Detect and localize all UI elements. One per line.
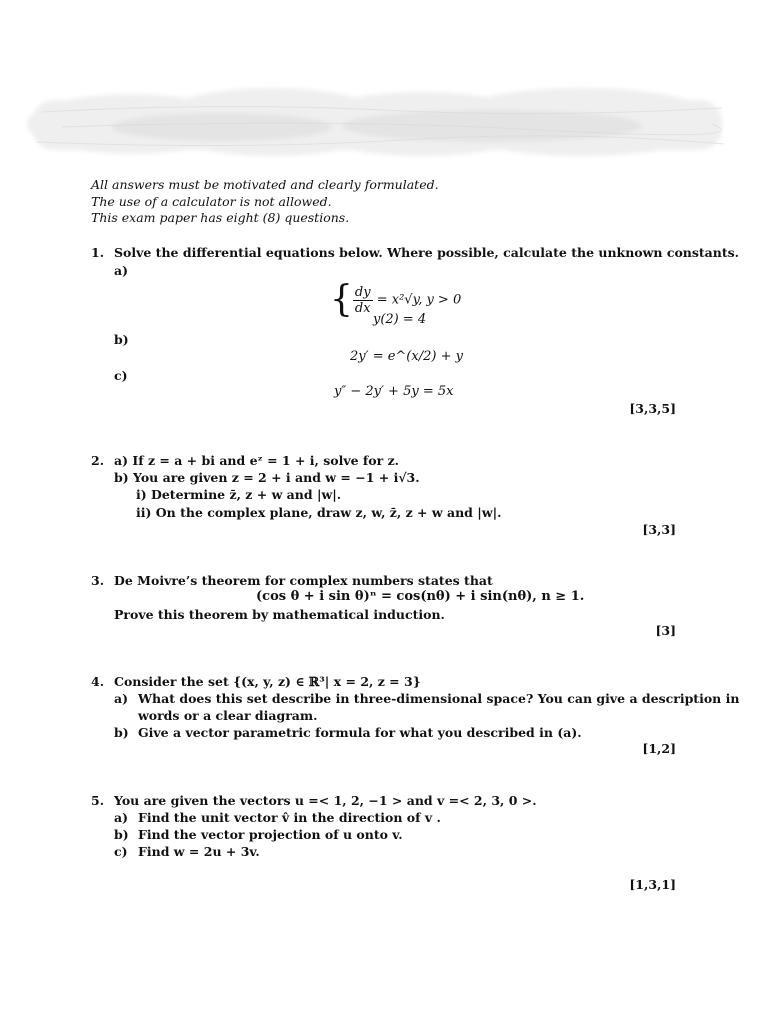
part-label: b) [114,827,129,842]
equation-rhs: = x²√y, y > 0 [376,292,462,308]
question-number: 4. [91,674,105,689]
fraction-denominator: dx [354,300,371,316]
question-number: 2. [91,453,105,468]
q5-part-c [114,843,260,860]
instruction-line: This exam paper has eight (8) questions. [91,210,350,225]
q4-part-b [114,724,582,741]
question-text: De Moivre’s theorem for complex numbers states that [114,573,493,588]
q3-marks: [3] [655,623,676,638]
question-5 [91,792,537,809]
question-number: 1. [91,245,105,260]
question-1 [91,244,739,261]
q2-marks: [3,3] [642,522,676,537]
question-number: 3. [91,573,105,588]
q2-part-b: b) You are given z = 2 + i and w = −1 + i√3. [114,470,420,485]
question-2 [91,452,399,469]
question-text: Solve the differential equations below. Where possible, calculate the unknown constants. [114,245,740,260]
question-text: You are given the vectors u =< 1, 2, −1 > and v =< 2, 3, 0 >. [114,793,537,808]
brace: { [330,279,353,320]
part-label: a) [114,810,129,825]
part-text: What does this set describe in three-dimensional space? You can give a description in [138,691,740,706]
instruction-line: All answers must be motivated and clearly formulated. [91,177,439,192]
part-text: Find the vector projection of u onto v. [138,827,403,842]
redacted-header [22,82,732,164]
question-number: 5. [91,793,105,808]
q2-part-b-ii: ii) On the complex plane, draw z, w, z̄, z + w and |w|. [136,505,502,520]
q5-part-b [114,826,403,843]
q1-part-a-label: a) [114,263,129,278]
derivative-fraction [353,285,373,316]
q4-part-a [114,690,739,707]
question-3 [91,572,493,589]
q3-instruction: Prove this theorem by mathematical induction. [114,607,445,622]
part-label: c) [114,844,128,859]
q1-part-c-label: c) [114,368,128,383]
part-label: b) [114,725,129,740]
q1-marks: [3,3,5] [629,401,676,416]
question-text: Consider the set {(x, y, z) ∈ ℝ³| x = 2, z = 3} [114,674,421,689]
fraction-numerator: dy [354,284,371,300]
q1-initial-condition: y(2) = 4 [373,312,427,327]
q1-part-c-equation: y″ − 2y′ + 5y = 5x [334,384,454,399]
part-text: Find the unit vector v̂ in the direction of v . [138,810,441,825]
q1-part-b-equation: 2y′ = e^(x/2) + y [350,349,463,364]
q2-part-b-i: i) Determine z̄, z + w and |w|. [136,487,342,502]
part-text: Give a vector parametric formula for what you described in (a). [138,725,582,740]
q4-part-a-continued: words or a clear diagram. [138,708,318,723]
q1-part-b-label: b) [114,332,129,347]
exam-instructions [91,177,439,227]
q4-marks: [1,2] [642,741,676,756]
q3-theorem-equation: (cos θ + i sin θ)ⁿ = cos(nθ) + i sin(nθ), n ≥ 1. [256,589,585,604]
instruction-line: The use of a calculator is not allowed. [91,193,332,209]
question-text: a) If z = a + bi and eᶻ = 1 + i, solve for z. [114,453,400,468]
part-text: Find w = 2u + 3v. [138,844,260,859]
question-4 [91,673,421,690]
part-label: a) [114,691,129,706]
q5-part-a [114,809,441,826]
q5-marks: [1,3,1] [629,877,676,892]
